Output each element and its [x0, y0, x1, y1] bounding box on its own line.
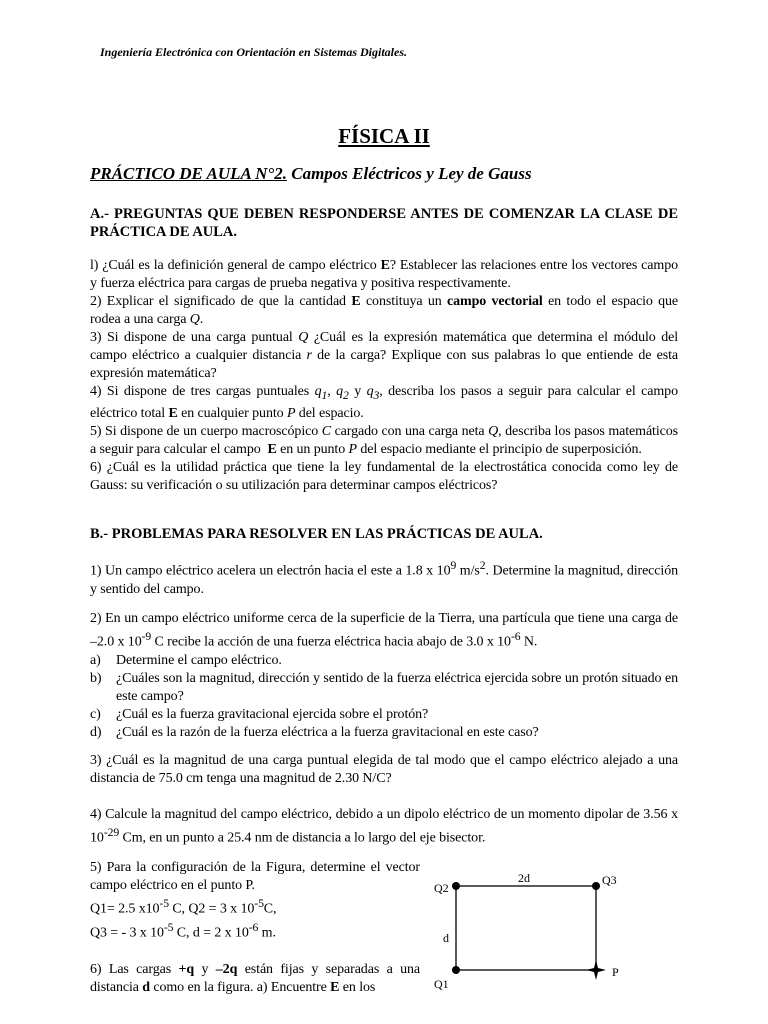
label-q1: Q1 [434, 977, 449, 991]
course-title: FÍSICA II [338, 124, 430, 148]
problem-4: 4) Calcule la magnitud del campo eléctrico, debido a un dipolo eléctrico de un momento dipolar de 3.56 x $10^{-29}$ Cm, en un punto a 25.4 nm de distancia a lo largo del eje bisector. [90, 807, 678, 846]
label-q3: Q3 [602, 873, 617, 887]
problem-6: 6) Las cargas +q y –2q están fijas y separadas a una distancia d como en la figura. a) Encuentre E en los [90, 962, 420, 995]
problem-2-item-b: b) ¿Cuáles son la magnitud, dirección y sentido de la fuerza eléctrica ejercida sobre un protón situado en este campo? [90, 670, 678, 704]
problem-2-item-c: c) ¿Cuál es la fuerza gravitacional ejercida sobre el protón? [90, 706, 429, 722]
practice-number: PRÁCTICO DE AULA N°2. [90, 164, 287, 183]
question-6: 6) ¿Cuál es la utilidad práctica que tiene la ley fundamental de la electrostática conocida como ley de Gauss: su verificación o su utilización para determinar campos eléctricos? [90, 459, 678, 493]
label-2d: 2d [518, 871, 530, 885]
figure-rectangle [456, 886, 596, 970]
question-3: 3) Si dispone de una carga puntual Q ¿Cuál es la expresión matemática que determina el módulo del campo eléctrico a cualquier distancia r de la carga? Explique con sus palabras lo que entiende de esta expresión matemática? [90, 330, 678, 381]
point-p-star-icon [586, 960, 606, 980]
problem-5: 5) Para la configuración de la Figura, determine el vector campo eléctrico en el punto P. Q1= 2.5 $x10^{-5}$ C, Q2 = 3 x $10^{-5}C$, Q3 = - 3 x $10^{-5}$ C, d = 2 x $10^{-6}$ m. [90, 860, 420, 941]
charge-q1-dot [452, 966, 460, 974]
program-header: Ingeniería Electrónica con Orientación en Sistemas Digitales. [100, 45, 408, 59]
question-5: 5) Si dispone de un cuerpo macroscópico C cargado con una carga neta Q, describa los pasos matemáticos a seguir para calcular el campo E en un punto P del espacio mediante el principio de superposición. [90, 423, 679, 457]
charge-configuration-figure [430, 868, 650, 998]
section-a-questions [90, 257, 678, 495]
problem-3: 3) ¿Cuál es la magnitud de una carga puntual elegida de tal modo que el campo eléctrico alejado a una distancia de 75.0 cm tenga una magnitud de 2.30 N/C? [90, 753, 678, 786]
problem-2: 2) En un campo eléctrico uniforme cerca de la superficie de la Tierra, una partícula que tiene una carga de –2.0 x $10^{-9}$ C recibe la acción de una fuerza eléctrica hacia abajo de 3.0 x $10^{-6}$ N. a) Determine el campo eléctrico. b) ¿Cuáles son la magnitud, dirección y sentido de la fuerza eléctrica ejercida sobre un protón situado en este campo? c) ¿Cuál es la fuerza gravitacional ejercida sobre el protón? d) ¿Cuál es la razón de la fuerza eléctrica a la fuerza gravitacional en este caso? [90, 611, 678, 740]
charge-q3-dot [592, 882, 600, 890]
label-p: P [612, 965, 619, 979]
practice-topic: Campos Eléctricos y Ley de Gauss [286, 164, 532, 183]
question-2: 2) Explicar el significado de que la cantidad E constituya un campo vectorial en todo el espacio que rodea a una carga Q. [90, 294, 679, 327]
section-a-heading: A.- PREGUNTAS QUE DEBEN RESPONDERSE ANTES DE COMENZAR LA CLASE DE PRÁCTICA DE AULA. [90, 206, 678, 240]
question-1: l) ¿Cuál es la definición general de campo eléctrico E? Establecer las relaciones entre los vectores campo y fuerza eléctrica para cargas de prueba negativa y positiva respectivamente. [90, 258, 678, 291]
label-q2: Q2 [434, 881, 449, 895]
section-b-heading: B.- PROBLEMAS PARA RESOLVER EN LAS PRÁCTICAS DE AULA. [90, 526, 543, 542]
problem-2-item-a: a) Determine el campo eléctrico. [90, 652, 282, 668]
question-4: 4) Si dispone de tres cargas puntuales $q_1$, $q_2$ y $q_3$, describa los pasos a seguir para calcular el campo eléctrico total E en cualquier punto P del espacio. [90, 384, 678, 421]
practice-title [90, 164, 532, 184]
problem-2-item-d: d) ¿Cuál es la razón de la fuerza eléctrica a la fuerza gravitacional en este caso? [90, 724, 539, 740]
charge-q2-dot [452, 882, 460, 890]
problem-1: 1) Un campo eléctrico acelera un electrón hacia el este a 1.8 x $10^9$ $m/s^2$. Determine la magnitud, dirección y sentido del campo. [90, 559, 679, 597]
label-d: d [443, 931, 449, 945]
